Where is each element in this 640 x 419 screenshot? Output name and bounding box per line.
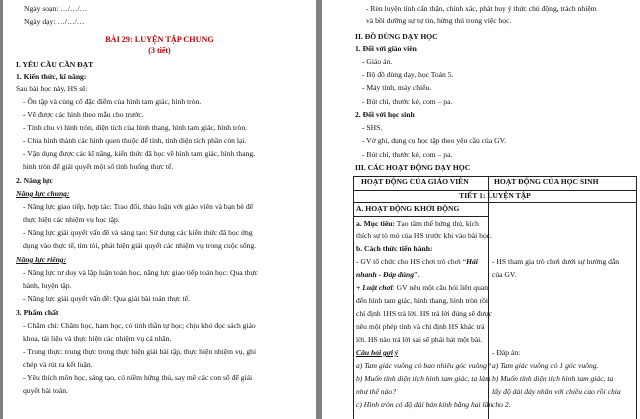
section-3-heading: III. CÁC HOẠT ĐỘNG DẠY HỌC — [355, 163, 471, 172]
dap-an-label: - Đáp án: — [492, 348, 521, 357]
list-item: và bồi dưỡng sự tự tin, hứng thú trong việc học. — [366, 16, 512, 25]
list-item: - Bộ đồ dùng dạy, học Toán 5. — [362, 70, 454, 79]
game-name: Hái — [466, 257, 478, 266]
gv-heading: 1. Đối với giáo viên — [355, 44, 417, 53]
cau-hoi-heading: Câu hỏi gợi ý — [356, 348, 399, 357]
muc-tieu-text: Tạo tâm thế hứng thú, kích — [395, 219, 479, 228]
list-item: hình tròn để giải quyết một số tình huống thực tế. — [23, 162, 174, 171]
luat-choi-label: + Luật chơi — [356, 283, 393, 292]
list-item: nêu một phép tính và chỉ định HS khác trả — [356, 322, 485, 331]
gv-step-end: ”. — [414, 270, 420, 279]
list-item: - Năng lực giải quyết vấn đề và sáng tạo: Sử dụng các kiến thức đã học ứng — [23, 228, 253, 237]
cach-thuc-heading: b. Cách thức tiến hành: — [356, 244, 433, 253]
section-2-heading: II. ĐỒ DÙNG DẠY HỌC — [355, 32, 438, 41]
game-name-2: nhanh - Đáp đúng — [356, 270, 415, 279]
list-item: - Năng lực giải quyết vấn đề: Qua giải bài toán thực tế. — [23, 294, 191, 303]
list-item: - Yêu thích môn học, sáng tạo, có niềm hứng thú, say mê các con số để giải — [23, 373, 253, 382]
page-right — [322, 0, 640, 419]
question-item: b) Muốn tính diện tích hình tam giác, ta làm — [356, 374, 491, 383]
list-item: - Trung thực: trung thực trong thực hiện giải bài tập, thực hiện nhiệm vụ, ghi — [23, 347, 257, 356]
list-item: - Ôn tập và củng cố đặc điểm của hình tam giác, hình tròn. — [23, 97, 202, 106]
list-item: hành, luyện tập. — [23, 281, 72, 290]
subsection-kien-thuc: 1. Kiến thức, kĩ năng: — [16, 72, 87, 81]
luat-choi-line — [356, 283, 488, 293]
muc-tieu-text-2: thích sự tò mò của HS trước khi vào bài học. — [356, 231, 493, 240]
table-header-student: HOẠT ĐỘNG CỦA HỌC SINH — [494, 177, 599, 186]
answer-item: cho 2. — [492, 400, 511, 409]
ngay-soan: Ngày soạn: …/…/… — [24, 4, 88, 13]
list-item: - Giáo án. — [362, 57, 393, 66]
nang-luc-chung-heading: Năng lực chung: — [16, 189, 70, 198]
ngay-day: Ngày dạy: …/…/… — [24, 17, 85, 26]
list-item: chép và rút ra kết luận. — [23, 360, 93, 369]
question-item: như thế nào? — [356, 387, 396, 396]
list-item: - Bút chì, thước kẻ, com – pa. — [362, 150, 453, 159]
lesson-subtitle: (3 tiết) — [148, 46, 171, 55]
list-item: - Tính chu vi hình tròn, diện tích của hình thang, hình tam giác, hình tròn. — [23, 123, 248, 132]
intro-text: Sau bài học này, HS sẽ: — [16, 84, 88, 93]
lesson-title: BÀI 29: LUYỆN TẬP CHUNG — [105, 35, 214, 44]
tiet-heading: TIẾT 1: LUYỆN TẬP — [459, 191, 531, 200]
answer-item: a) Tam giác vuông có 1 góc vuông. — [492, 361, 599, 370]
list-item: - Năng lực tư duy và lập luận toán học, năng lực giao tiếp toán học: Qua thực — [23, 268, 258, 277]
section-1-heading: I. YÊU CẦU CẦN ĐẠT — [16, 60, 94, 69]
list-item: - Vẽ được các hình theo mẫu cho trước. — [23, 110, 144, 119]
answer-item: b) Muốn tính diện tích hình tam giác, ta — [492, 374, 614, 383]
list-item: khoa, tài liệu và thực hiện các nhiệm vụ cá nhân. — [23, 334, 172, 343]
list-item: - Máy tính, máy chiếu. — [362, 83, 432, 92]
list-item: - SHS. — [362, 123, 383, 132]
table-header-teacher: HOẠT ĐỘNG CỦA GIÁO VIÊN — [361, 177, 469, 186]
hs-response: - HS tham gia trò chơi dưới sự hướng dẫn — [492, 257, 620, 266]
hs-response-2: của GV. — [492, 270, 517, 279]
list-item: thực hiện các nhiệm vụ học tập. — [23, 215, 120, 224]
list-item: chỉ định 1HS trả lời. HS trả lời đúng sẽ được — [356, 309, 493, 318]
nang-luc-rieng-heading: Năng lực riêng: — [16, 255, 67, 264]
list-item: - Vận dụng được các kĩ năng, kiến thức đã học về hình tam giác, hình thang, — [23, 149, 256, 158]
question-item: a) Tam giác vuông có bao nhiêu góc vuông? — [356, 361, 491, 370]
luat-choi-text: : GV nêu một câu hỏi liên quan — [392, 283, 489, 292]
list-item: đến hình tam giác, hình thang, hình tròn rồi — [356, 296, 489, 305]
answer-item: lấy độ dài đáy nhân với chiều cao rồi chia — [492, 387, 621, 396]
list-item: quyết bài toán. — [23, 386, 68, 395]
table-rule — [353, 216, 489, 217]
subsection-pham-chat: 3. Phẩm chất — [16, 308, 59, 317]
list-item: lời. HS nào trả lời sai sẽ phải hát một bài. — [356, 335, 483, 344]
gv-step-line — [356, 257, 478, 267]
subsection-nang-luc: 2. Năng lực — [16, 176, 53, 185]
list-item: - Vở ghi, dụng cụ học tập theo yêu cầu của GV. — [362, 136, 506, 145]
list-item: - Chăm chỉ: Chăm học, ham học, có tinh thần tự học; chịu khó đọc sách giáo — [23, 321, 256, 330]
muc-tieu-label: a. Mục tiêu: — [356, 219, 396, 228]
page-left — [3, 0, 316, 419]
list-item: - Bút chì, thước kẻ, com – pa. — [362, 97, 453, 106]
list-item: dụng vào thực tế, tìm tòi, phát hiện giải quyết các nhiệm vụ trong cuộc sống. — [23, 241, 257, 250]
gv-step-text: - GV tổ chức cho HS chơi trò chơi “ — [356, 257, 467, 266]
question-item: c) Hình tròn có độ dài bán kính bằng hai lần — [356, 400, 493, 409]
gv-step-line-2 — [356, 270, 419, 280]
table-rule — [353, 202, 637, 203]
hs-heading: 2. Đối với học sinh — [355, 110, 415, 119]
khoi-dong-heading: A. HOẠT ĐỘNG KHỞI ĐỘNG — [356, 204, 460, 213]
muc-tieu-line — [356, 219, 479, 229]
list-item: - Rèn luyện tính cẩn thận, chính xác, phát huy ý thức chủ động, trách nhiệm — [366, 4, 597, 13]
list-item: - Năng lực giao tiếp, hợp tác: Trao đổi, thảo luận với giáo viên và bạn bè để — [23, 202, 253, 211]
list-item: - Chia hình thành các hình quen thuộc để tính, tính diện tích phần còn lại. — [23, 136, 247, 145]
